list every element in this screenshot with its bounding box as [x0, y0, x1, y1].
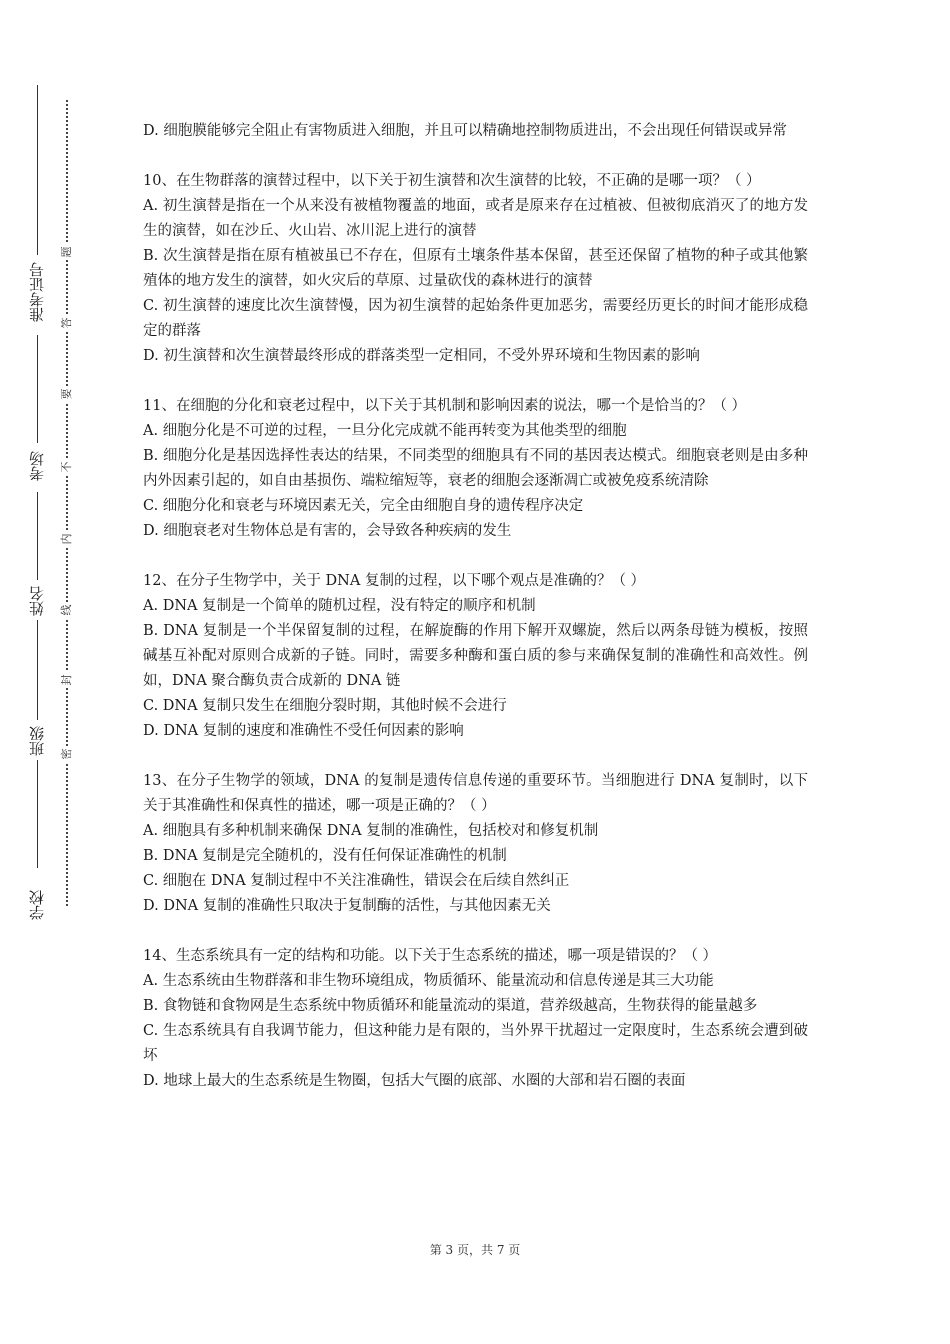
option-a: A. 细胞分化是不可逆的过程，一旦分化完成就不能再转变为其他类型的细胞 — [143, 423, 627, 439]
option-c: C. 细胞在 DNA 复制过程中不关注准确性，错误会在后续自然纠正 — [143, 873, 570, 889]
question-stem: 12、在分子生物学中，关于 DNA 复制的过程，以下哪个观点是准确的？（ ） — [143, 573, 646, 589]
question-stem: 13、在分子生物学的领域，DNA 的复制是遗传信息传递的重要环节。当细胞进行 DNA 复制时，以下关于其准确性和保真性的描述，哪一项是正确的？（ ） — [143, 773, 808, 814]
option-b: B. 细胞分化是基因选择性表达的结果，不同类型的细胞具有不同的基因表达模式。细胞衰老则是由多种内外因素引起的，如自由基损伤、端粒缩短等，衰老的细胞会逐渐凋亡或被免疫系统清除 — [143, 448, 808, 489]
previous-question-tail — [143, 119, 808, 144]
binding-line — [37, 85, 38, 255]
option-a: A. 细胞具有多种机制来确保 DNA 复制的准确性，包括校对和修复机制 — [143, 823, 599, 839]
label-exam-room: 考场 — [28, 451, 46, 481]
seal-char: 密 — [59, 746, 75, 762]
exam-content — [143, 119, 808, 1119]
binding-line — [37, 492, 38, 580]
option-c: C. 生态系统具有自我调节能力，但这种能力是有限的，当外界干扰超过一定限度时，生态系统会遭到破坏 — [143, 1023, 808, 1064]
binding-line — [37, 620, 38, 720]
question-12 — [143, 569, 808, 744]
seal-dotted-line — [66, 100, 68, 906]
question-14 — [143, 944, 808, 1094]
question-stem: 11、在细胞的分化和衰老过程中，以下关于其机制和影响因素的说法，哪一个是恰当的？（ ） — [143, 398, 747, 414]
seal-char: 答 — [59, 315, 75, 331]
binding-line — [37, 335, 38, 443]
option-c: C. 初生演替的速度比次生演替慢，因为初生演替的起始条件更加恶劣，需要经历更长的时间才能形成稳定的群落 — [143, 298, 808, 339]
label-school: 学校 — [28, 890, 46, 920]
option-d: D. 细胞膜能够完全阻止有害物质进入细胞，并且可以精确地控制物质进出，不会出现任何错误或异常 — [143, 123, 787, 139]
option-b: B. DNA 复制是完全随机的，没有任何保证准确性的机制 — [143, 848, 507, 864]
label-class: 班级 — [28, 726, 46, 756]
option-d: D. 细胞衰老对生物体总是有害的，会导致各种疾病的发生 — [143, 523, 512, 539]
question-stem: 10、在生物群落的演替过程中，以下关于初生演替和次生演替的比较，不正确的是哪一项？（ ） — [143, 173, 761, 189]
question-11 — [143, 394, 808, 544]
question-13 — [143, 769, 808, 919]
option-d: D. DNA 复制的准确性只取决于复制酶的活性，与其他因素无关 — [143, 898, 551, 914]
option-a: A. DNA 复制是一个简单的随机过程，没有特定的顺序和机制 — [143, 598, 536, 614]
option-b: B. 次生演替是指在原有植被虽已不存在，但原有土壤条件基本保留，甚至还保留了植物的种子或其他繁殖体的地方发生的演替，如火灾后的草原、过量砍伐的森林进行的演替 — [143, 248, 808, 289]
option-d: D. 地球上最大的生态系统是生物圈，包括大气圈的底部、水圈的大部和岩石圈的表面 — [143, 1073, 686, 1089]
seal-char: 题 — [59, 244, 75, 260]
option-d: D. 初生演替和次生演替最终形成的群落类型一定相同，不受外界环境和生物因素的影响 — [143, 348, 700, 364]
label-exam-number: 准考证号 — [28, 262, 46, 322]
label-name: 姓名 — [28, 586, 46, 616]
option-c: C. 细胞分化和衰老与环境因素无关，完全由细胞自身的遗传程序决定 — [143, 498, 584, 514]
option-b: B. 食物链和食物网是生态系统中物质循环和能量流动的渠道，营养级越高，生物获得的能量越多 — [143, 998, 758, 1014]
seal-char: 内 — [59, 531, 75, 547]
seal-char: 线 — [59, 602, 75, 618]
option-c: C. DNA 复制只发生在细胞分裂时期，其他时候不会进行 — [143, 698, 507, 714]
seal-char: 要 — [59, 386, 75, 402]
option-a: A. 初生演替是指在一个从来没有被植物覆盖的地面，或者是原来存在过植被、但被彻底消灭了的地方发生的演替，如在沙丘、火山岩、冰川泥上进行的演替 — [143, 198, 808, 239]
binding-line — [37, 760, 38, 868]
page-number: 第 3 页，共 7 页 — [429, 1243, 521, 1257]
option-b: B. DNA 复制是一个半保留复制的过程，在解旋酶的作用下解开双螺旋，然后以两条母链为模板，按照碱基互补配对原则合成新的子链。同时，需要多种酶和蛋白质的参与来确保复制的准确性和高效性。例如，DNA 聚合酶负责合成新的 DNA 链 — [143, 623, 808, 689]
question-10 — [143, 169, 808, 369]
option-d: D. DNA 复制的速度和准确性不受任何因素的影响 — [143, 723, 464, 739]
seal-char: 不 — [59, 459, 75, 475]
option-a: A. 生态系统由生物群落和非生物环境组成，物质循环、能量流动和信息传递是其三大功能 — [143, 973, 714, 989]
question-stem: 14、生态系统具有一定的结构和功能。以下关于生态系统的描述，哪一项是错误的？（ ） — [143, 948, 718, 964]
seal-char: 封 — [59, 672, 75, 688]
